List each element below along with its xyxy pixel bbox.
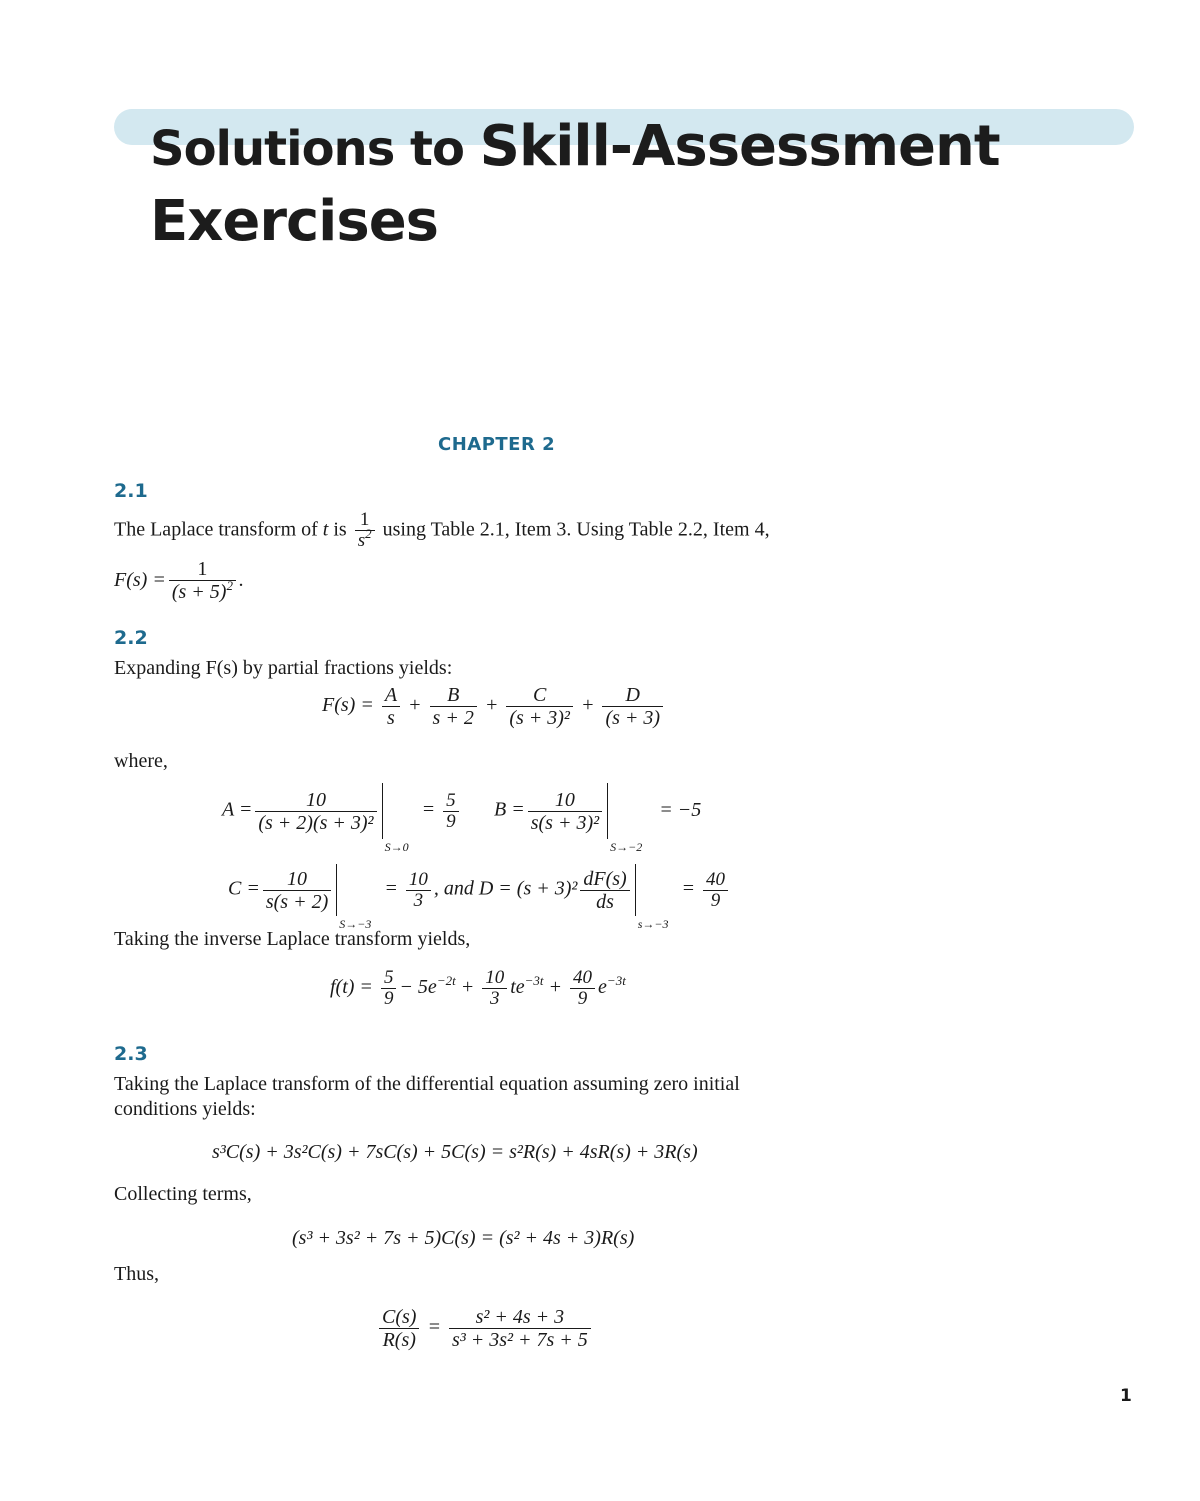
ft-plus-1: + — [460, 976, 475, 999]
c-fraction — [263, 868, 331, 913]
title-part-2: Skill-Assessment — [479, 114, 1000, 179]
pf-d-den: (s + 3) — [605, 707, 661, 729]
b-num: 10 — [528, 789, 602, 812]
d-fraction — [580, 868, 629, 913]
ft-equation — [330, 968, 626, 1009]
var-t: t — [322, 518, 329, 541]
ft-t1-den: 9 — [383, 988, 394, 1009]
fs-end: . — [238, 569, 244, 592]
ft-t1-num: 5 — [381, 968, 397, 989]
pf-a-num: A — [382, 684, 400, 707]
chapter-label: CHAPTER 2 — [438, 434, 556, 455]
s22-intro: Expanding F(s) by partial fractions yields: — [114, 657, 453, 679]
c-den: s(s + 2) — [265, 890, 329, 913]
fs-num: 1 — [169, 558, 236, 581]
b-result: = −5 — [659, 798, 702, 821]
a-den: (s + 2)(s + 3)² — [258, 811, 374, 834]
s23-laplace-equation: s³C(s) + 3s²C(s) + 7sC(s) + 5C(s) = s²R(s) + 4sR(s) + 3R(s) — [212, 1141, 698, 1163]
b-fraction — [528, 789, 602, 834]
b-eval: S→−2 — [610, 840, 643, 854]
s21-text-is: is — [328, 518, 352, 541]
tf-num: C(s) — [379, 1306, 419, 1329]
a-eval: S→0 — [384, 840, 409, 854]
pf-a-den: s — [387, 707, 395, 729]
fs-lhs: F(s) = — [114, 569, 166, 592]
eval-bar — [607, 783, 608, 839]
c-num: 10 — [263, 868, 331, 891]
page-title — [150, 116, 1000, 253]
ft-term-1 — [381, 968, 397, 1009]
a-fraction — [255, 789, 376, 834]
s21-paragraph — [114, 510, 770, 552]
d-num: dF(s) — [580, 868, 629, 891]
ft-term-2: − 5e — [399, 976, 437, 999]
pf-term-d — [602, 684, 663, 729]
c-eval: S→−3 — [339, 917, 372, 931]
fs-fraction — [169, 558, 236, 605]
tf-rhs-den: s³ + 3s² + 7s + 5 — [451, 1329, 588, 1351]
ft-t4-num: 40 — [570, 968, 595, 989]
ft-t3-num: 10 — [482, 968, 507, 989]
tf-equals: = — [427, 1316, 441, 1339]
a-res-den: 9 — [446, 810, 456, 832]
ft-term-4 — [570, 968, 595, 1009]
page-number: 1 — [1120, 1386, 1132, 1406]
pf-d-num: D — [602, 684, 663, 707]
pf-term-c — [506, 684, 573, 729]
s21-inline-fraction — [355, 510, 375, 552]
inverse-text: Taking the inverse Laplace transform yields, — [114, 928, 471, 950]
tf-rhs — [449, 1306, 591, 1351]
pf-b-num: B — [430, 684, 477, 707]
pf-c-num: C — [506, 684, 573, 707]
d-eval: s→−3 — [637, 917, 669, 931]
section-number-2-1: 2.1 — [114, 480, 148, 502]
transfer-function-equation — [376, 1306, 594, 1351]
ft-t4-den: 9 — [577, 988, 588, 1009]
a-res-num: 5 — [443, 791, 459, 812]
coef-b-equation — [494, 783, 702, 854]
c-lhs: C = — [228, 877, 260, 900]
ft-plus-2: + — [548, 976, 563, 999]
title-part-1: Solutions to — [150, 121, 480, 177]
d-result — [703, 870, 728, 911]
d-res-num: 40 — [703, 870, 728, 891]
ft-lhs: f(t) = — [330, 976, 373, 999]
and-d-text: , and D = (s + 3)² — [433, 877, 578, 900]
c-result — [406, 870, 431, 911]
tf-lhs — [379, 1306, 419, 1351]
s21-fs-equation — [114, 558, 244, 605]
ft-t4-tail: e — [598, 976, 607, 999]
ft-t4-exp: −3t — [606, 973, 626, 989]
section-number-2-2: 2.2 — [114, 627, 148, 649]
collecting-text: Collecting terms, — [114, 1183, 252, 1205]
thus-text: Thus, — [114, 1263, 159, 1285]
d-res-den: 9 — [710, 889, 721, 911]
tf-den: R(s) — [382, 1329, 416, 1351]
pf-lhs: F(s) = — [322, 694, 374, 717]
tf-rhs-num: s² + 4s + 3 — [449, 1306, 591, 1329]
title-part-3: Exercises — [150, 189, 439, 254]
section-number-2-3: 2.3 — [114, 1043, 148, 1065]
s23-intro-line-1: Taking the Laplace transform of the differential equation assuming zero initial — [114, 1073, 740, 1095]
b-den: s(s + 3)² — [530, 811, 600, 834]
b-lhs: B = — [494, 798, 525, 821]
eval-bar — [336, 864, 337, 916]
c-res-num: 10 — [406, 870, 431, 891]
frac-den-exp: 2 — [365, 526, 372, 541]
d-den: ds — [596, 890, 614, 913]
a-num: 10 — [255, 789, 376, 812]
coef-c-d-equation: C = $\frac{10}{s(s + 2)}$ S→−3 = $\frac{10}{3}$ , and D = (s + 3)² $\frac{dF(s)}{ds}$ s→−3 = $\frac{40}{9}$ — [228, 864, 731, 916]
fs-den-exp: 2 — [226, 578, 233, 593]
coef-a-equation: A = $\frac{10}{\text{(s + 2)(s + 3)²}}$ S→0 = $\frac{5}{9}$ — [222, 783, 462, 839]
s23-collected-equation: (s³ + 3s² + 7s + 5)C(s) = (s² + 4s + 3)R(s) — [292, 1227, 635, 1249]
a-result — [443, 791, 459, 832]
pf-c-den: (s + 3)² — [509, 707, 570, 729]
eval-bar — [635, 864, 636, 916]
pf-term-a — [382, 684, 400, 729]
s21-text-b: using Table 2.1, Item 3. Using Table 2.2, Item 4, — [377, 518, 770, 541]
frac-num: 1 — [355, 510, 375, 531]
pf-b-den: s + 2 — [432, 707, 474, 729]
ft-t3-exp: −3t — [524, 973, 544, 989]
frac-den: s — [357, 530, 366, 551]
pf-term-b — [430, 684, 477, 729]
s23-intro-line-2: conditions yields: — [114, 1098, 256, 1120]
ft-t3-tail: te — [510, 976, 525, 999]
s22-partial-fraction-equation: F(s) = $\frac{A}{s}$ + $\frac{B}{s + 2}$ + $\frac{C}{\text{(s + 3)²}}$ + $\frac{D}{(s + 3)}$ — [322, 684, 666, 729]
ft-t2-exp: −2t — [436, 973, 456, 989]
c-res-den: 3 — [413, 889, 424, 911]
a-lhs: A = — [222, 798, 253, 821]
eval-bar — [382, 783, 383, 839]
ft-term-3 — [482, 968, 507, 1009]
s21-text-a: The Laplace transform of — [114, 518, 323, 541]
ft-t3-den: 3 — [489, 988, 500, 1009]
fs-den: (s + 5) — [171, 581, 227, 603]
where-label: where, — [114, 750, 168, 772]
